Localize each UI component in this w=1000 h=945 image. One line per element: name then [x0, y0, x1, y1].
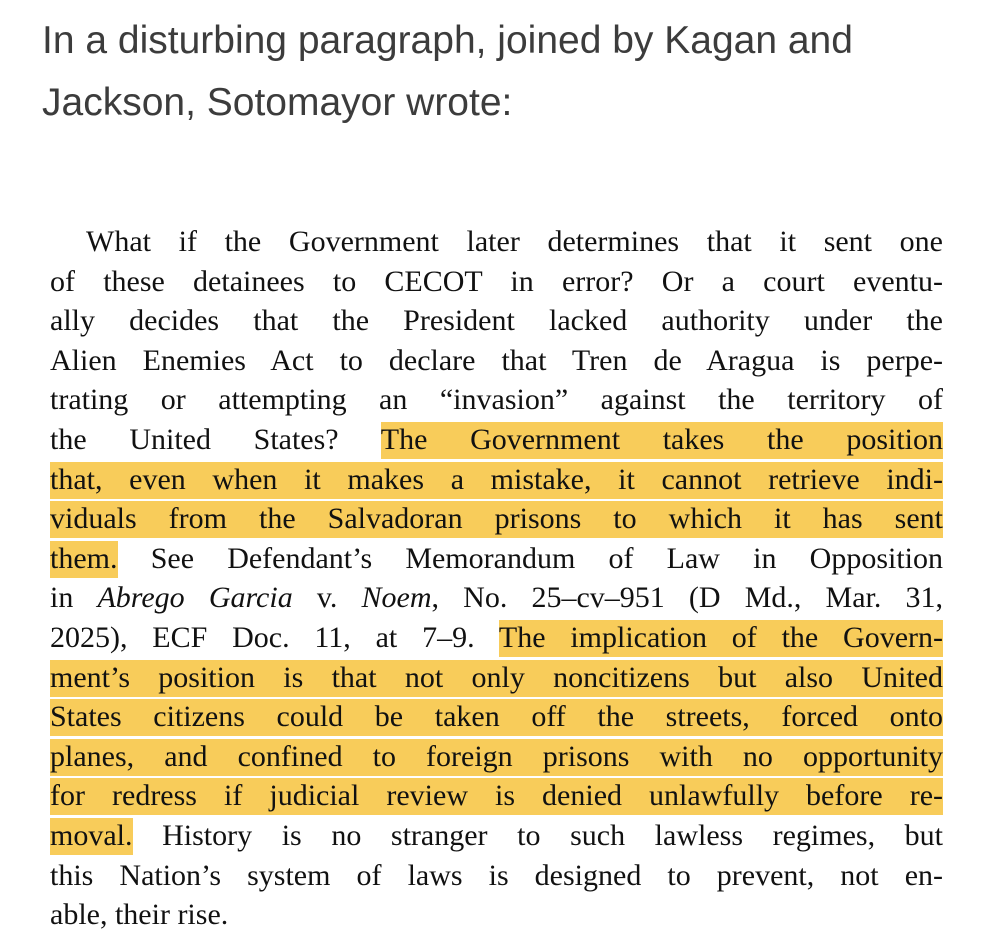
quote-line	[50, 460, 943, 500]
case-name-italic: Noem	[361, 581, 432, 615]
highlighted-text: The implication of the Govern-	[499, 620, 943, 657]
quote-line	[50, 737, 943, 777]
highlighted-text: them.	[50, 541, 118, 578]
quote-line	[50, 618, 943, 658]
quote-line	[50, 539, 943, 579]
highlighted-text: moval.	[50, 818, 133, 855]
quote-line	[50, 420, 943, 460]
quote-text: v.	[316, 581, 338, 615]
intro-line: Jackson, Sotomayor wrote:	[42, 81, 513, 124]
highlighted-text: The Government takes the position	[381, 422, 943, 459]
intro-line: In a disturbing paragraph, joined by Kagan and	[42, 19, 853, 62]
intro-text	[42, 10, 972, 134]
case-name-italic: Abrego Garcia	[97, 581, 293, 615]
quote-line: this Nation’s system of laws is designed to prevent, not en-	[50, 858, 943, 892]
quote-line: able, their rise.	[50, 898, 229, 932]
quote-line	[50, 697, 943, 737]
quote-line: What if the Government later determines that it sent one	[86, 225, 943, 258]
highlighted-text: viduals from the Salvadoran prisons to which it has sent	[50, 501, 943, 538]
quote-line: of these detainees to CECOT in error? Or a court eventu-	[50, 264, 943, 298]
highlighted-text: for redress if judicial review is denied unlawfully before re-	[50, 778, 943, 815]
quote-line	[50, 816, 943, 856]
quote-text: History is no stranger to such lawless regimes, but	[162, 818, 944, 852]
quote-text: , No. 25–cv–951 (D Md., Mar. 31,	[431, 581, 943, 615]
quote-line	[50, 499, 943, 539]
quote-text: the United States?	[50, 422, 339, 456]
quote-line: trating or attempting an “invasion” against the territory of	[50, 383, 943, 417]
quote-text: 2025), ECF Doc. 11, at 7–9.	[50, 620, 475, 654]
opinion-excerpt	[50, 222, 943, 935]
highlighted-text: ment’s position is that not only noncitizens but also United	[50, 660, 943, 697]
quote-text: See Defendant’s Memorandum of Law in Opposition	[150, 541, 944, 575]
quote-line	[50, 578, 943, 618]
quote-line: ally decides that the President lacked authority under the	[50, 304, 943, 338]
highlighted-text: States citizens could be taken off the streets, forced onto	[50, 699, 943, 736]
quote-line	[50, 658, 943, 698]
highlighted-text: that, even when it makes a mistake, it cannot retrieve indi-	[50, 462, 943, 499]
quote-text: in	[50, 581, 74, 615]
quote-line	[50, 776, 943, 816]
quote-line: Alien Enemies Act to declare that Tren de Aragua is perpe-	[50, 343, 943, 377]
highlighted-text: planes, and confined to foreign prisons with no opportunity	[50, 739, 943, 776]
